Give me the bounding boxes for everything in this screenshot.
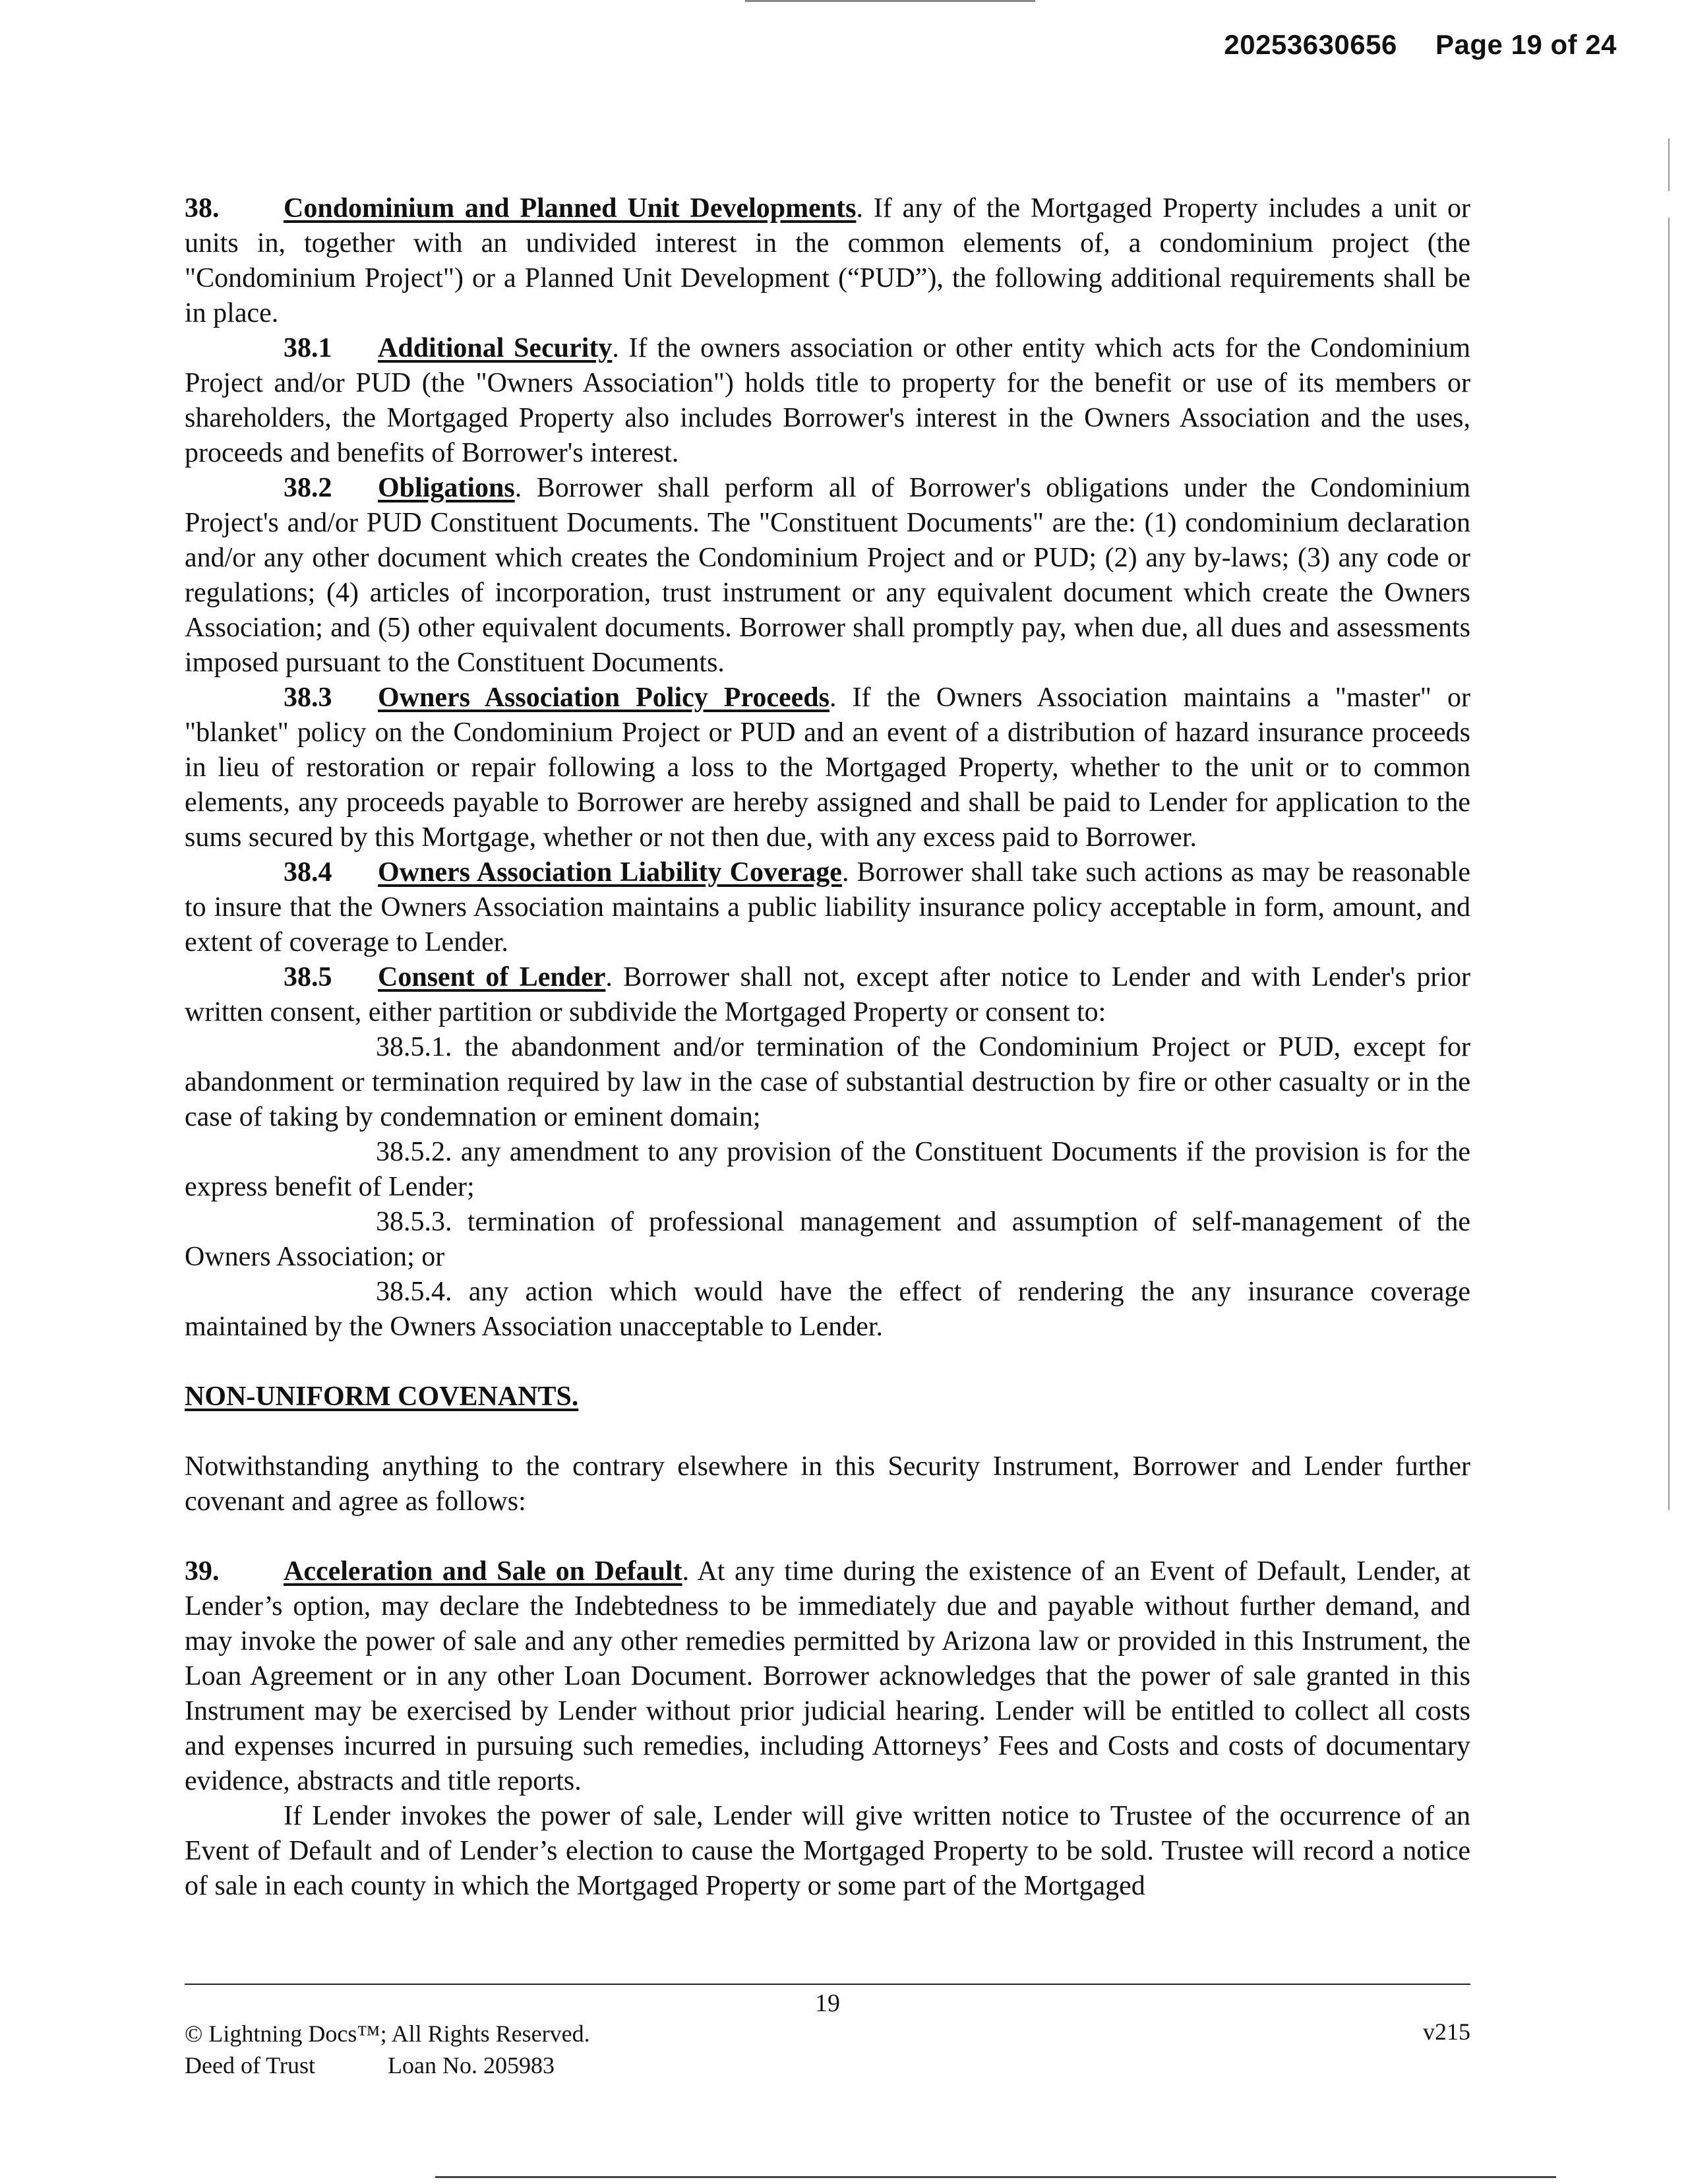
section-number: 38.2 bbox=[284, 473, 332, 503]
section-title: Owners Association Policy Proceeds bbox=[378, 682, 829, 713]
section-title: Condominium and Planned Unit Developments bbox=[284, 193, 857, 224]
recording-stamp bbox=[1224, 29, 1617, 61]
document-number: 20253630656 bbox=[1224, 29, 1397, 60]
scan-top-edge-line bbox=[745, 0, 1035, 2]
section-text: . Borrower shall take such actions as may be reasonable to insure that the Owners Association maintains a public liability insurance policy acceptable in form, amount, and extent of coverage to Lender. bbox=[185, 857, 1470, 957]
section-number: 38.4 bbox=[284, 857, 332, 888]
page-number: 19 bbox=[815, 1989, 840, 2017]
footer-left bbox=[185, 2018, 590, 2081]
form-version: v215 bbox=[1423, 2018, 1470, 2045]
document-body bbox=[185, 191, 1470, 1904]
section-text: . If the Owners Association maintains a "master" or "blanket" policy on the Condominium Project or PUD and an event of a distribution of hazard insurance proceeds in lieu of restoration or repair following a loss to the Mortgaged Property, whether to the unit or to common elements, any proceeds payable to Borrower are hereby assigned and shall be paid to Lender for application to the sums secured by this Mortgage, whether or not then due, with any excess paid to Borrower. bbox=[185, 682, 1470, 853]
section-text: . If any of the Mortgaged Property includes a unit or units in, together with an undivided interest in the common elements of, a condominium project (the "Condominium Project") or a Planned Unit Development (“PUD”), the following additional requirements shall be in place. bbox=[185, 193, 1470, 328]
section-38-4 bbox=[185, 855, 1470, 960]
section-text: . Borrower shall not, except after notice to Lender and with Lender's prior written consent, either partition or subdivide the Mortgaged Property or consent to: bbox=[185, 962, 1470, 1027]
section-number: 39. bbox=[185, 1556, 220, 1587]
section-number: 38.3 bbox=[284, 682, 332, 713]
scan-margin-mark bbox=[1668, 218, 1670, 1510]
footer-doc-info bbox=[185, 2049, 590, 2081]
section-title: Acceleration and Sale on Default bbox=[284, 1556, 682, 1587]
loan-number: Loan No. 205983 bbox=[388, 2052, 555, 2078]
heading-text: NON-UNIFORM COVENANTS. bbox=[185, 1381, 579, 1412]
section-text: . Borrower shall perform all of Borrower's obligations under the Condominium Project's and/or PUD Constituent Documents. The "Constituent Documents" are the: (1) condominium declaration and/or any other document which creates the Condominium Project and or PUD; (2) any by-laws; (3) any code or regulations; (4) articles of incorporation, trust instrument or any equivalent document which create the Owners Association; and (5) other equivalent documents. Borrower shall promptly pay, when due, all dues and assessments imposed pursuant to the Constituent Documents. bbox=[185, 473, 1470, 678]
section-text: . If the owners association or other entity which acts for the Condominium Project and/or PUD (the "Owners Association") holds title to property for the benefit or use of its members or shareholders, the Mortgaged Property also includes Borrower's interest in the Owners Association and the uses, proceeds and benefits of Borrower's interest. bbox=[185, 333, 1470, 468]
section-38-5 bbox=[185, 960, 1470, 1030]
section-38 bbox=[185, 191, 1470, 331]
section-number: 38. bbox=[185, 193, 220, 224]
notwithstanding-paragraph: Notwithstanding anything to the contrary elsewhere in this Security Instrument, Borrower and Lender further covenant and agree as follows: bbox=[185, 1451, 1470, 1517]
scan-bottom-edge-line bbox=[435, 2176, 1556, 2178]
section-38-2 bbox=[185, 471, 1470, 681]
section-title: Consent of Lender bbox=[378, 962, 606, 992]
section-38-5-2: 38.5.2. any amendment to any provision of the Constituent Documents if the provision is for the express benefit of Lender; bbox=[185, 1137, 1470, 1202]
section-39-paragraph-2: If Lender invokes the power of sale, Lender will give written notice to Trustee of the occurrence of an Event of Default and of Lender’s election to cause the Mortgaged Property to be sold. Trustee will record a notice of sale in each county in which the Mortgaged Property or some part of the Mortgaged bbox=[185, 1801, 1470, 1901]
section-title: Obligations bbox=[378, 473, 515, 503]
section-text: . At any time during the existence of an Event of Default, Lender, at Lender’s option, may declare the Indebtedness to be immediately due and payable without further demand, and may invoke the power of sale and any other remedies permitted by Arizona law or provided in this Instrument, the Loan Agreement or in any other Loan Document. Borrower acknowledges that the power of sale granted in this Instrument may be exercised by Lender without prior judicial hearing. Lender will be entitled to collect all costs and expenses incurred in pursuing such remedies, including Attorneys’ Fees and Costs and costs of documentary evidence, abstracts and title reports. bbox=[185, 1556, 1470, 1796]
section-title: Owners Association Liability Coverage bbox=[378, 857, 842, 888]
page-indicator: Page 19 of 24 bbox=[1435, 29, 1617, 60]
section-38-5-1: 38.5.1. the abandonment and/or termination of the Condominium Project or PUD, except for abandonment or termination required by law in the case of substantial destruction by fire or other casualty or in the case of taking by condemnation or eminent domain; bbox=[185, 1032, 1470, 1132]
section-38-1 bbox=[185, 331, 1470, 471]
footer-divider bbox=[185, 1984, 1470, 1985]
section-38-5-4: 38.5.4. any action which would have the effect of rendering the any insurance coverage maintained by the Owners Association unacceptable to Lender. bbox=[185, 1277, 1470, 1342]
section-number: 38.5 bbox=[284, 962, 332, 992]
document-type: Deed of Trust bbox=[185, 2052, 316, 2078]
section-39 bbox=[185, 1554, 1470, 1799]
copyright-notice: © Lightning Docs™; All Rights Reserved. bbox=[185, 2020, 590, 2047]
section-38-3 bbox=[185, 681, 1470, 855]
section-number: 38.1 bbox=[284, 333, 332, 363]
scan-margin-mark bbox=[1668, 138, 1670, 191]
section-title: Additional Security bbox=[378, 333, 613, 363]
section-38-5-3: 38.5.3. termination of professional management and assumption of self-management of the Owners Association; or bbox=[185, 1207, 1470, 1272]
non-uniform-covenants-heading bbox=[185, 1380, 1470, 1414]
